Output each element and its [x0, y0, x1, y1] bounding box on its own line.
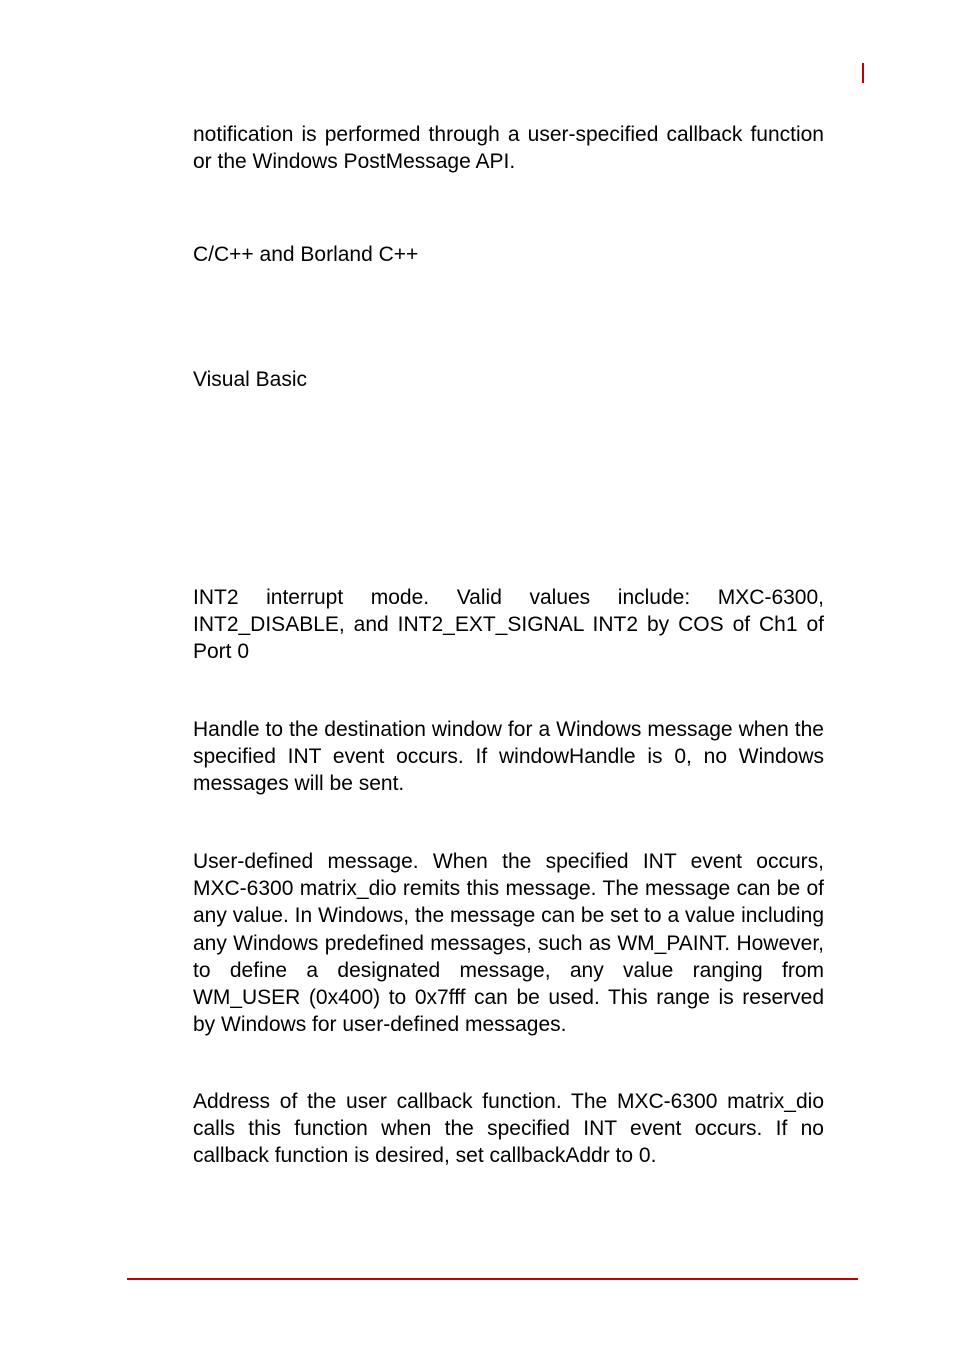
footer-rule [127, 1278, 858, 1280]
header-marker [862, 63, 864, 83]
window-handle-paragraph: Handle to the destination window for a Windows message when the specified INT event occurs. If windowHandle is 0, no Windows messages will be sent. [193, 718, 824, 796]
language-c-heading: C/C++ and Borland C++ [193, 243, 419, 266]
notification-paragraph: notification is performed through a user-specified callback function or the Windows PostMessage API. [193, 123, 824, 174]
int2-mode-paragraph: INT2 interrupt mode. Valid values include: MXC-6300, INT2_DISABLE, and INT2_EXT_SIGNAL INT2 by COS of Ch1 of Port 0 [193, 586, 824, 664]
language-vb-heading: Visual Basic [193, 368, 308, 391]
message-paragraph: User-defined message. When the specified INT event occurs, MXC-6300 matrix_dio remits this message. The message can be of any value. In Windows, the message can be set to a value including any Windows predefined messages, such as WM_PAINT. However, to define a designated message, any value ranging from WM_USER (0x400) to 0x7fff can be used. This range is reserved by Windows for user-defined messages. [193, 850, 824, 1037]
callback-paragraph: Address of the user callback function. The MXC-6300 matrix_dio calls this function when the specified INT event occurs. If no callback function is desired, set callbackAddr to 0. [193, 1090, 824, 1168]
